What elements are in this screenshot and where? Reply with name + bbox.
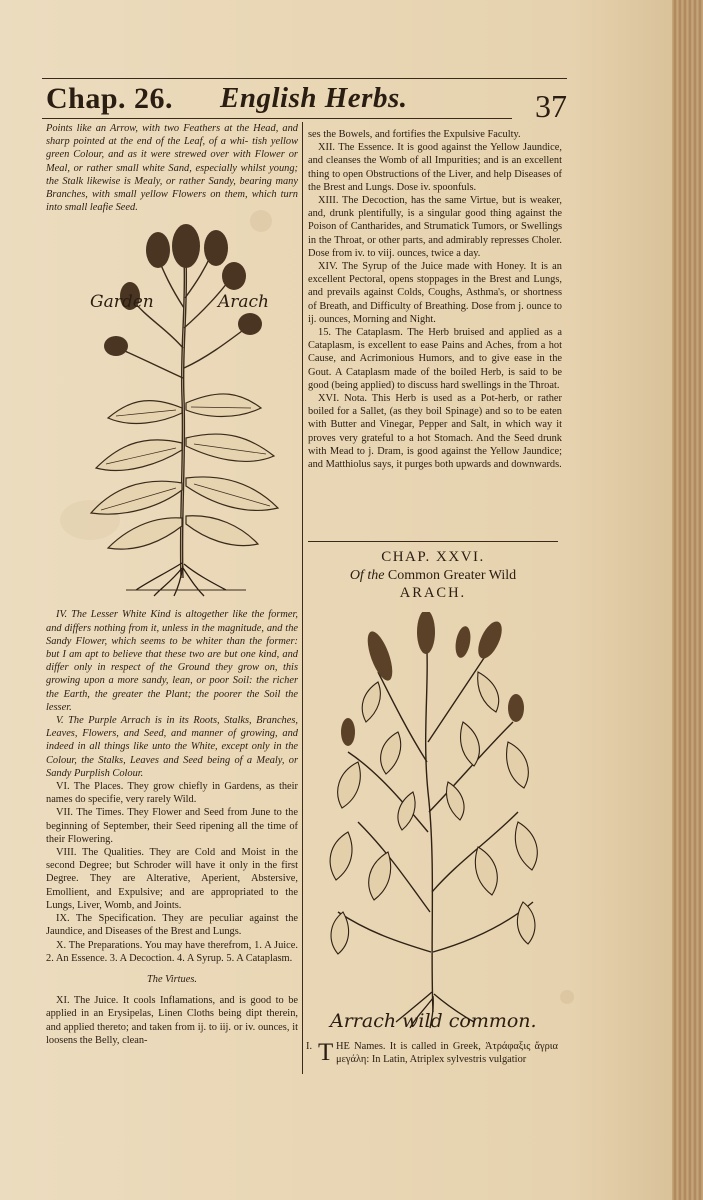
running-title: English Herbs. [220, 82, 408, 114]
chapter-subtitle [308, 568, 558, 584]
paragraph-continuation: ses the Bowels, and fortifies the Expulsive Faculty. [308, 129, 521, 140]
paragraph-xi: XI. The Juice. It cools Inflamations, and is good to be applied in an Erysipelas, Linen Cloths being dipt therein, and applied thereto; and taken from ij. to iij. or iv. ounces, it loosens the Belly, clean- [46, 995, 298, 1046]
paragraph-vi: VI. The Places. They grow chiefly in Gardens, as their names do specifie, very rarely Wild. [46, 781, 298, 806]
paragraph-xiii: XIII. The Decoction, has the same Virtue, but is weaker, and, drunk plentifully, is a singular good thing against the Poison of Cantharides, and Strumatick Tumors, or Swellings in the Throat, or other parts, and admirably represses Choler. Dose from iv. to viij. ounces, twice a day. [308, 195, 562, 259]
running-header [42, 70, 567, 126]
header-bottom-rule [42, 118, 512, 119]
garden-arach-illustration [46, 218, 298, 598]
right-column [308, 128, 562, 471]
header-top-rule [42, 78, 567, 79]
paragraph-vii: VII. The Times. They Flower and Seed from June to the beginning of September, their Seed ripening all the time of their Flowering. [46, 807, 298, 845]
paragraph-viii: VIII. The Qualities. They are Cold and Moist in the second Degree; but Schroder will have it only in the first Degree. They are Alterative, Aperient, Abstersive, Emollient, and Expulsive; and are appropriated to the Lungs, Liver, Womb, and Joints. [46, 847, 298, 911]
chapter-number: CHAP. XXVI. [381, 549, 485, 565]
garden-arach-woodcut [46, 218, 298, 598]
column-divider [302, 122, 303, 1074]
paragraph-xv: 15. The Cataplasm. The Herb bruised and applied as a Cataplasm, is excellent to ease Pains and Aches, from a hot Cause, and Acrimonious Humors, and to give ease in the Gout. A Cataplasm made of the boiled Herb, is said to be good (being applied) to discuss hard swellings in the Throat. [308, 327, 562, 391]
names-paragraph [306, 1040, 558, 1066]
paragraph-xii: XII. The Essence. It is good against the Yellow Jaundice, and cleanses the Womb of all Impurities; and is an excellent thing to open Obstructions of the Liver, and help Diseases of the Brest and Lungs. Dose iv. spoonfuls. [308, 142, 562, 193]
intro-line: Seed. [115, 202, 138, 214]
chapter-rule [308, 541, 558, 542]
illustration-label-arach: Arach [218, 292, 270, 313]
intro-line: especially whilst young; the Stalk likewise is Mealy, [46, 162, 298, 187]
names-number: I. [306, 1041, 313, 1052]
book-page-edges [672, 0, 703, 1200]
paragraph-xiv: XIV. The Syrup of the Juice made with Honey. It is an excellent Pectoral, opens stoppages in the Brest and Lungs, and prevails against Colds, Coughs, Asthma's, or shortness of Breath, and Difficulty of Breathing. Dose from j. ounce to ij. ounces, Morning and Night. [308, 261, 562, 325]
paragraph-v: V. The Purple Arrach is in its Roots, Stalks, Branches, Leaves, Flowers, and Seed, and manner of growing, and indeed in all things like unto the White, except only in the Colour, the Stalks, Leaves and Seed being of a Mealy, or Sandy Purplish Colour. [46, 715, 298, 779]
intro-line: and sharp pointed at the end of the Leaf, of a whi- [46, 123, 298, 148]
chapter-name: ARACH. [399, 585, 467, 601]
chapter-label: Chap. 26. [46, 82, 174, 115]
page-number: 37 [535, 88, 567, 124]
intro-line: tish yellow green Colour, and as it were strewed over [46, 136, 299, 161]
illustration-label-garden: Garden [90, 292, 154, 313]
left-column [46, 122, 298, 1047]
chapter-subtitle-text: Common Greater Wild [387, 568, 517, 583]
page-stain [560, 990, 574, 1004]
chapter-subtitle-of: Of the [349, 568, 385, 583]
intro-line: Points like an Arrow, with two Feathers at the Head, [46, 123, 279, 134]
virtues-heading: The Virtues. [146, 973, 198, 985]
paragraph-xvi: XVI. Nota. This Herb is used as a Pot-herb, or rather boiled for a Sallet, (as they boil Spinage) and so to be eaten with Butter and Vinegar, Pepper and Salt, in which way it proves very grateful to a hot Stomach. And the Seed drunk with Mead to j. Dram, is good against the Yellow Jaundice; and Matthiolus says, it purges both upwards and downwards. [308, 393, 562, 471]
wild-arach-woodcut [318, 612, 550, 1032]
chapter-heading [308, 549, 558, 602]
names-text: HE Names. It is called in Greek, Ἀτράφαξις ἄγρια μεγάλη: In Latin, Atriplex sylvestris vulgatior [336, 1041, 558, 1066]
intro-line: or rather Sandy, bearing many Branches, with small [46, 175, 298, 201]
intro-line: with Flower or Meal, or rather small white Sand, [46, 149, 298, 174]
intro-paragraph [46, 122, 298, 214]
intro-line: yellow Flowers on them, which turn into small leafie [46, 189, 298, 214]
drop-cap: T [318, 1039, 334, 1066]
left-lower-text [46, 608, 298, 1047]
paragraph-x: X. The Preparations. You may have therefrom, 1. A Juice. 2. An Essence. 3. A Decoction. 4. A Syrup. 5. A Cataplasm. [46, 939, 298, 964]
illustration-caption: Arrach wild common. [330, 1010, 537, 1032]
paragraph-iv: IV. The Lesser White Kind is altogether like the former, and differs nothing from it, unless in the magnitude, and the Sandy Flower, which seems to be whiter than the former: but I am apt to believe that these two are but one kind, and differ only in respect of the Ground they grow on, this growing upon a more sandy, lean, or poor Soil: the richer the Earth, the greater the Plant; the poorer the Soil the lesser. [46, 609, 298, 713]
paragraph-ix: IX. The Specification. They are peculiar against the Jaundice, and Diseases of the Brest and Lungs. [46, 913, 298, 938]
